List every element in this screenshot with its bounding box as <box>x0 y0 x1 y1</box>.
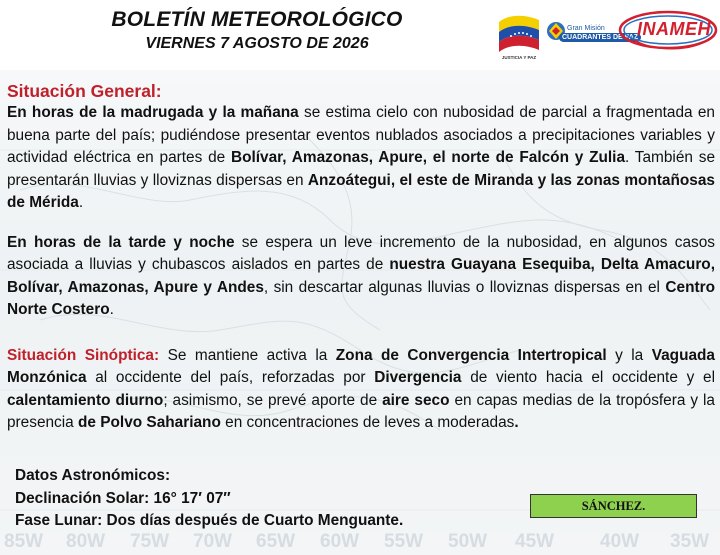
astro-declinacion: Declinación Solar: 16° 17′ 07″ <box>15 489 231 507</box>
bulletin-header <box>0 0 720 70</box>
text-run: Bolívar, Amazonas, Apure, el norte de Falcón y Zulia <box>230 149 626 166</box>
situacion-general-morning <box>7 102 715 215</box>
cuadrantes-de-paz-logo <box>545 13 639 53</box>
logo1-caption: JUSTICIA Y PAZ <box>501 55 537 60</box>
text-run: en concentraciones de leves a moderadas <box>220 414 515 431</box>
text-run: Zona de Convergencia Intertropical <box>335 346 607 364</box>
lon-label: 85W <box>4 531 44 552</box>
text-run: Situación Sinóptica: <box>7 346 160 364</box>
text-run: y la <box>606 346 652 364</box>
lon-label: 45W <box>515 531 555 552</box>
author-badge: SÁNCHEZ. <box>530 494 697 518</box>
text-run: Vaguada Monzónica <box>7 346 715 386</box>
text-run: se estima cielo con nubosidad de parcial a fragmentada en buena parte del país; pudiéndose presentar eventos nublados asociados a precipitaciones variables y actividad eléctrica en partes de <box>7 104 715 166</box>
lon-label: 80W <box>66 531 106 552</box>
map-longitude-labels <box>0 529 720 553</box>
logo2-top-text: Gran Misión <box>567 25 605 32</box>
text-run: calentamiento diurno <box>7 391 164 409</box>
text-run: Divergencia <box>374 369 462 386</box>
inameh-logo <box>614 8 718 56</box>
inameh-logo-text: INAMEH <box>637 19 711 39</box>
bulletin-body <box>7 80 715 435</box>
astro-title: Datos Astronómicos: <box>15 467 171 484</box>
bulletin-title: BOLETÍN METEOROLÓGICO <box>111 8 403 31</box>
text-run: se espera un leve incremento de la nubosidad, en algunos casos asociada a lluvias y chubascos aislados en partes de <box>7 233 715 273</box>
astro-fase-lunar: Fase Lunar: Dos días después de Cuarto Menguante. <box>15 512 404 529</box>
text-run: aire seco <box>382 391 450 409</box>
lon-label: 50W <box>448 531 488 552</box>
text-run: . <box>78 194 84 211</box>
text-run: . <box>514 414 519 431</box>
lon-label: 55W <box>384 531 424 552</box>
text-run: ; asimismo, se prevé aporte de <box>163 391 383 409</box>
text-run: de viento hacia el occidente y el <box>461 369 715 386</box>
text-run: Anzoátegui, el este de Miranda y las zonas montañosas de Mérida <box>7 171 715 211</box>
text-run: En horas de la madrugada y la mañana <box>7 104 299 121</box>
datos-astronomicos <box>15 465 403 533</box>
text-run: al occidente del país, reforzadas por <box>86 369 375 386</box>
lon-label: 60W <box>320 531 360 552</box>
lon-label: 35W <box>670 531 710 552</box>
text-run: nuestra Guayana Esequiba, Delta Amacuro, Bolívar, Amazonas, Apure y Andes <box>7 256 715 296</box>
text-run: en capas medias de la tropósfera y la presencia <box>7 391 715 431</box>
lon-label: 40W <box>600 531 640 552</box>
logo2-bottom-text: CUADRANTES DE PAZ <box>559 33 641 42</box>
situacion-sinoptica <box>7 345 715 435</box>
bulletin-date: VIERNES 7 AGOSTO DE 2026 <box>145 35 369 52</box>
text-run: Se mantiene activa la <box>159 346 336 364</box>
text-run: de Polvo Sahariano <box>78 414 221 431</box>
text-run: . También se presentarán lluvias y lloviznas dispersas en <box>7 149 715 189</box>
lon-label: 65W <box>256 531 296 552</box>
situacion-general-afternoon <box>7 232 715 322</box>
text-run: Centro Norte Costero <box>7 278 715 318</box>
situacion-general-title: Situación General: <box>7 81 162 101</box>
lon-label: 70W <box>193 531 233 552</box>
text-run: , sin descartar algunas lluvias o lloviznas dispersas en el <box>263 278 666 296</box>
venezuela-flag-logo <box>495 8 543 58</box>
text-run: En horas de la tarde y noche <box>7 233 235 251</box>
text-run: . <box>109 301 114 318</box>
lon-label: 75W <box>130 531 170 552</box>
